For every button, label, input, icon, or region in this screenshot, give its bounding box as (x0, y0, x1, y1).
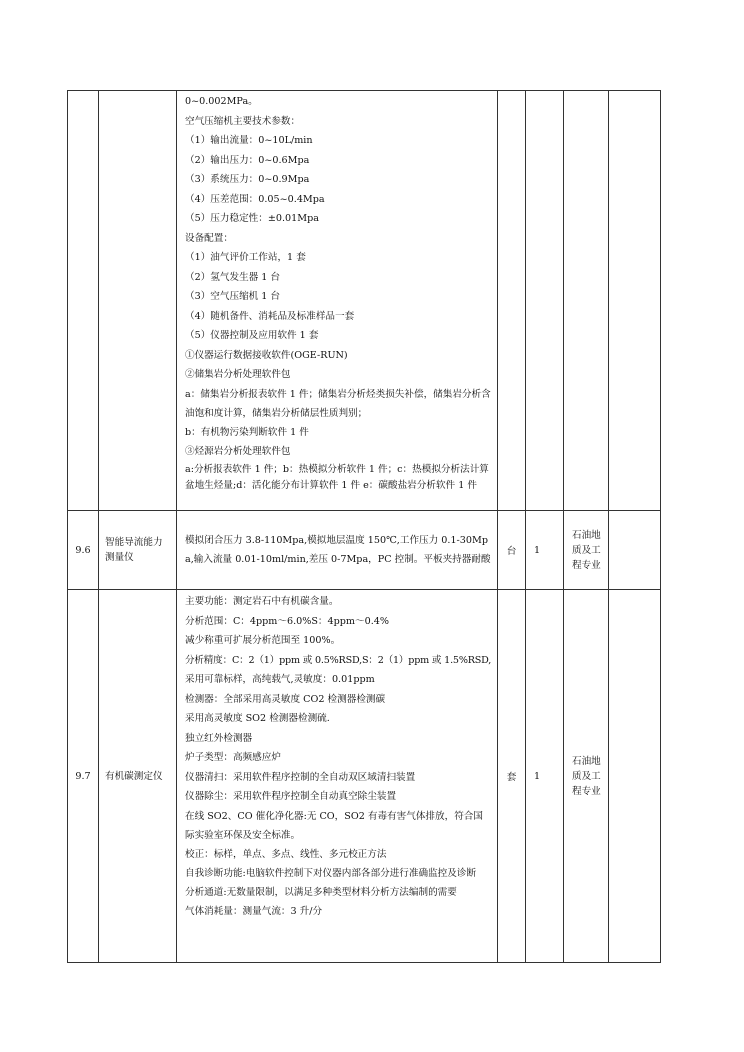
spec-line: 空气压缩机主要技术参数： (185, 115, 301, 127)
spec-line: 在线 SO2、CO 催化净化器:无 CO，SO2 有毒有害气体排放，符合国际实验室环保及安全标准。 (185, 810, 483, 841)
spec-line: ②储集岩分析处理软件包 (185, 369, 291, 380)
remark-cell (609, 91, 661, 511)
spec-line: 仪器清扫：采用软件程序控制的全自动双区域清扫装置 (185, 771, 416, 783)
spec-line: （2）输出压力：0~0.6Mpa (185, 154, 310, 166)
equipment-name (99, 91, 177, 511)
spec-line: 减少称重可扩展分析范围至 100%。 (185, 635, 341, 646)
spec-line: （3）系统压力：0~0.9Mpa (185, 174, 310, 185)
quantity-cell: 1 (526, 511, 564, 590)
spec-cell (177, 511, 498, 590)
unit-cell: 套 (498, 590, 526, 963)
spec-line: （4）随机备件、消耗品及标准样品一套 (185, 310, 355, 322)
spec-line: b：有机物污染判断软件 1 件 (185, 426, 309, 438)
equipment-table (67, 90, 661, 963)
spec-line: （3）空气压缩机 1 台 (185, 291, 281, 302)
spec-line: 分析精度：C：2（1）ppm 或 0.5%RSD,S：2（1）ppm 或 1.5%RSD, (185, 654, 492, 666)
spec-line: 采用可靠标样，高纯载气,灵敏度：0.01ppm (185, 674, 375, 685)
spec-line: 模拟闭合压力 3.8-110Mpa,模拟地层温度 150℃,工作压力 0.1-30Mpa,输入流量 0.01-10ml/min,差压 0-7Mpa，PC 控制。平板夹持器耐酸 (185, 535, 491, 565)
spec-line: 设备配置： (185, 232, 233, 244)
table-row (68, 590, 661, 963)
remark-cell (609, 511, 661, 590)
spec-line: （1）输出流量：0~10L/min (185, 135, 313, 146)
category-cell: 石油地质及工程专业 (564, 511, 609, 590)
spec-line: 自我诊断功能:电脑软件控制下对仪器内部各部分进行准确监控及诊断 (185, 868, 477, 879)
spec-line: a:分析报表软件 1 件；b：热模拟分析软件 1 件；c：热模拟分析法计算盆地生烃量;d：活化能分布计算软件 1 件 e：碳酸盐岩分析软件 1 件 (185, 463, 489, 491)
spec-line: 检测器：全部采用高灵敏度 CO2 检测器检测碳 (185, 693, 386, 705)
row-number: 9.7 (68, 590, 99, 963)
spec-line: （1）油气评价工作站，1 套 (185, 252, 306, 263)
spec-line: （5）仪器控制及应用软件 1 套 (185, 330, 319, 341)
spec-line: ①仪器运行数据接收软件(OGE-RUN) (185, 349, 348, 361)
row-number: 9.6 (68, 511, 99, 590)
spec-line: 分析范围：C：4ppm～6.0%S：4ppm～0.4% (185, 615, 389, 627)
spec-line: 气体消耗量：测量气流：3 升/分 (185, 906, 323, 917)
equipment-name: 智能导流能力测量仪 (99, 511, 177, 590)
spec-line: 采用高灵敏度 SO2 检测器检测硫. (185, 713, 330, 724)
table-row (68, 91, 661, 511)
spec-line: （4）压差范围：0.05~0.4Mpa (185, 193, 325, 205)
unit-cell (498, 91, 526, 511)
unit-cell: 台 (498, 511, 526, 590)
spec-line: 分析通道:无数量限制，以满足多种类型材料分析方法编制的需要 (185, 887, 457, 898)
quantity-cell: 1 (526, 590, 564, 963)
spec-line: （5）压力稳定性：±0.01Mpa (185, 213, 319, 224)
spec-line: 主要功能：测定岩石中有机碳含量。 (185, 596, 339, 607)
spec-cell (177, 590, 498, 963)
spec-line: （2）氢气发生器 1 台 (185, 271, 281, 283)
category-cell (564, 91, 609, 511)
spec-line: 0~0.002MPa。 (185, 96, 258, 107)
spec-line: ③烃源岩分析处理软件包 (185, 446, 291, 457)
spec-line: 炉子类型：高频感应炉 (185, 752, 281, 763)
remark-cell (609, 590, 661, 963)
quantity-cell (526, 91, 564, 511)
row-number (68, 91, 99, 511)
spec-line: a：储集岩分析报表软件 1 件；储集岩分析烃类损失补偿，储集岩分析含油饱和度计算，储集岩分析储层性质判别； (185, 388, 491, 419)
spec-line: 仪器除尘：采用软件程序控制全自动真空除尘装置 (185, 791, 397, 802)
equipment-name: 有机碳测定仪 (99, 590, 177, 963)
table-row (68, 511, 661, 590)
spec-line: 校正：标样，单点、多点、线性、多元校正方法 (185, 848, 387, 860)
category-cell: 石油地质及工程专业 (564, 590, 609, 963)
spec-cell (177, 91, 498, 511)
spec-line: 独立红外检测器 (185, 732, 253, 744)
